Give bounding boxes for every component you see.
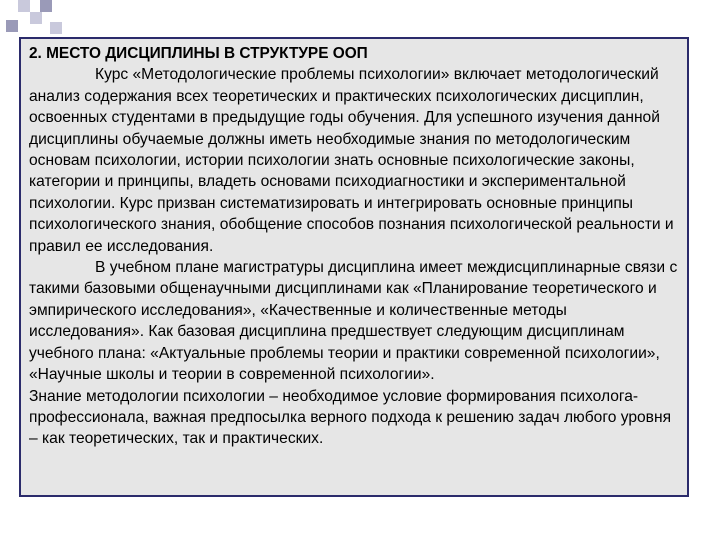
slide-body — [29, 43, 679, 450]
paragraph-3-text: Знание методологии психологии – необходимое условие формирования психолога-профессионала, важная предпосылка верного подхода к решению задач любого уровня – как теоретических, так и практических. — [29, 387, 672, 448]
paragraph-2 — [29, 257, 679, 385]
decor-square — [50, 22, 62, 34]
paragraph-2-text: В учебном плане магистратуры дисциплина имеет междисциплинарные связи с такими базовыми общенаучными дисциплинами как «Планирование теоретического и эмпирического исследования», «Качественные и количественные методы исследования». Как базовая дисциплина предшествует следующим дисциплинам учебного плана: «Актуальные проблемы теории и практики современной психологии», «Научные школы и теории в современной психологии». — [29, 259, 678, 384]
decor-square — [30, 12, 42, 24]
decor-square — [6, 20, 18, 32]
decor-square — [18, 0, 30, 12]
decor-square — [40, 0, 52, 12]
paragraph-3 — [29, 386, 679, 450]
slide-heading: 2. МЕСТО ДИСЦИПЛИНЫ В СТРУКТУРЕ ООП — [29, 45, 368, 62]
slide-content-frame — [19, 37, 689, 497]
paragraph-1-text: Курс «Методологические проблемы психологии» включает методологический анализ содержания всех теоретических и практических психологических дисциплин, освоенных студентами в предыдущие годы обучения. Для успешного изучения данной дисциплины обучаемые должны иметь необходимые знания по методологическим основам психологии, истории психологии знать основные психологические законы, категории и принципы, владеть основами психодиагностики и экспериментальной психологии. Курс призван систематизировать и интегрировать основные принципы психологического знания, обобщение способов познания психологической реальности и правил ее исследования. — [29, 66, 674, 255]
corner-decoration — [0, 0, 70, 40]
paragraph-1 — [29, 64, 679, 257]
